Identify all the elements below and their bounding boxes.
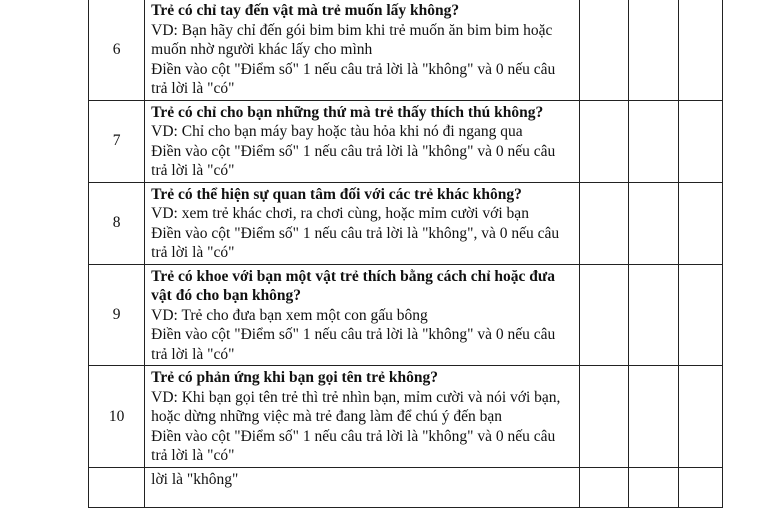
scoring-instruction: lời là "không" (151, 470, 239, 488)
question-cell (145, 264, 579, 366)
answer-cell (579, 467, 628, 507)
answer-cell (628, 100, 678, 182)
table-row (89, 100, 723, 182)
question-title: Trẻ có chỉ cho bạn những thứ mà trẻ thấy thích thú không? (151, 103, 544, 121)
question-number: 7 (89, 100, 145, 182)
question-number (89, 467, 145, 507)
score-cell (678, 264, 722, 366)
answer-cell (579, 182, 628, 264)
table-row (89, 467, 723, 507)
answer-cell (628, 0, 678, 100)
score-cell (678, 182, 722, 264)
table-row (89, 0, 723, 100)
scoring-instruction: Điền vào cột "Điểm số" 1 nếu câu trả lời là "không" và 0 nếu câu trả lời là "có" (151, 142, 556, 179)
question-cell (145, 0, 579, 100)
question-example: VD: Bạn hãy chỉ đến gói bim bim khi trẻ muốn ăn bim bim hoặc muốn nhờ người khác lấy cho mình (151, 21, 553, 58)
question-cell (145, 366, 579, 468)
question-title: Trẻ có phản ứng khi bạn gọi tên trẻ không? (151, 369, 438, 386)
question-title: Trẻ có thể hiện sự quan tâm đối với các trẻ khác không? (151, 185, 522, 203)
scoring-instruction: Điền vào cột "Điểm số" 1 nếu câu trả lời là "không" và 0 nếu câu trả lời là "có" (151, 326, 556, 363)
score-cell (678, 100, 722, 182)
answer-cell (579, 100, 628, 182)
question-cell (145, 100, 579, 182)
question-cell (145, 467, 579, 507)
score-cell (678, 366, 722, 468)
question-example: VD: xem trẻ khác chơi, ra chơi cùng, hoặc mỉm cười với bạn (151, 205, 529, 222)
question-example: VD: Chỉ cho bạn máy bay hoặc tàu hỏa khi nó đi ngang qua (151, 123, 523, 140)
question-title: Trẻ có khoe với bạn một vật trẻ thích bằng cách chỉ hoặc đưa vật đó cho bạn không? (151, 267, 555, 304)
question-number: 8 (89, 182, 145, 264)
table-row (89, 366, 723, 468)
question-example: VD: Khi bạn gọi tên trẻ thì trẻ nhìn bạn, mỉm cười và nói với bạn, hoặc dừng những việc mà trẻ đang làm để chú ý đến bạn (151, 388, 561, 425)
scoring-instruction: Điền vào cột "Điểm số" 1 nếu câu trả lời là "không" và 0 nếu câu trả lời là "có" (151, 60, 556, 97)
question-cell (145, 182, 579, 264)
score-cell (678, 0, 722, 100)
question-number: 10 (89, 366, 145, 468)
score-cell (678, 467, 722, 507)
answer-cell (628, 366, 678, 468)
answer-cell (628, 467, 678, 507)
question-example: VD: Trẻ cho đưa bạn xem một con gấu bông (151, 306, 428, 324)
answer-cell (579, 366, 628, 468)
mchat-questionnaire-table (88, 0, 723, 508)
question-title: Trẻ có chỉ tay đến vật mà trẻ muốn lấy không? (151, 2, 460, 19)
table-row (89, 264, 723, 366)
scoring-instruction: Điền vào cột "Điểm số" 1 nếu câu trả lời là "không" và 0 nếu câu trả lời là "có" (151, 427, 556, 464)
table-row (89, 182, 723, 264)
answer-cell (579, 264, 628, 366)
answer-cell (628, 182, 678, 264)
answer-cell (628, 264, 678, 366)
question-number: 9 (89, 264, 145, 366)
scoring-instruction: Điền vào cột "Điểm số" 1 nếu câu trả lời là "không", và 0 nếu câu trả lời là "có" (151, 224, 560, 261)
answer-cell (579, 0, 628, 100)
question-number: 6 (89, 0, 145, 100)
